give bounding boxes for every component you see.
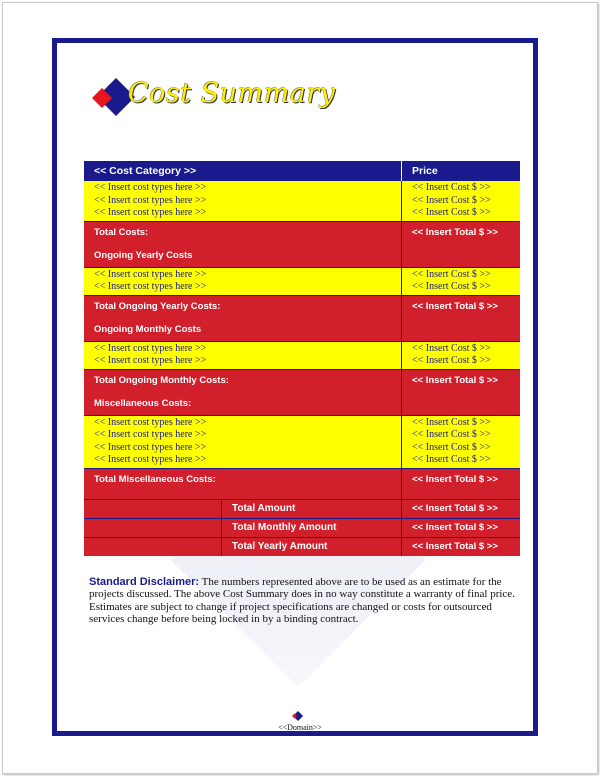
footer-domain: <<Domain>> [278,723,322,732]
cost-items-cell [84,181,402,222]
disclaimer-label: Standard Disclaimer: [89,576,200,588]
footer-diamond-icon [290,710,304,724]
cost-type-item: << Insert cost types here >> [94,194,207,206]
cost-prices-cell [402,341,521,369]
cost-type-item: << Insert cost types here >> [94,182,207,193]
section-total-value: << Insert Total $ >> [402,221,521,267]
cost-value-item: << Insert Cost $ >> [412,454,491,465]
summary-spacer [84,538,221,556]
section-total-label: Total Miscellaneous Costs: [94,473,216,485]
summary-row [84,518,520,537]
summary-inner [84,500,401,518]
summary-cell [84,518,402,537]
cost-type-item: << Insert cost types here >> [94,454,207,465]
section-total-cell [84,295,402,341]
section-total-cell [84,468,402,499]
table-header-row [84,161,520,181]
cost-type-item: << Insert cost types here >> [94,416,207,428]
cost-items-cell [84,415,402,468]
summary-row [84,537,520,556]
page-title: Cost Summary [128,78,336,109]
summary-label: Total Amount [221,500,401,518]
cost-value-item: << Insert Cost $ >> [412,342,491,354]
cost-type-item: << Insert cost types here >> [94,355,207,366]
section-total-cell [84,369,402,415]
summary-spacer [84,500,221,518]
summary-cell [84,499,402,518]
summary-row [84,499,520,518]
summary-value: << Insert Total $ >> [402,499,521,518]
section-total-value: << Insert Total $ >> [402,295,521,341]
section-total-label: Total Ongoing Yearly Costs: [94,300,221,312]
header-cost-category: << Cost Category >> [84,161,402,181]
section-total-row [84,221,520,267]
section-heading: Miscellaneous Costs: [94,397,192,409]
summary-spacer [84,519,221,537]
cost-type-item: << Insert cost types here >> [94,441,207,453]
section-total-label: Total Ongoing Monthly Costs: [94,374,229,386]
cost-items-row [84,181,520,222]
summary-value: << Insert Total $ >> [402,537,521,556]
section-heading: Ongoing Monthly Costs [94,323,202,335]
header-price: Price [402,161,521,181]
cost-items-row [84,341,520,369]
cost-prices-cell [402,181,521,222]
summary-value: << Insert Total $ >> [402,518,521,537]
cost-value-item: << Insert Cost $ >> [412,416,491,428]
disclaimer-text: The numbers represented above are to be used as an estimate for the projects discussed. The above Cost Summary does in no way constitute a warranty of final price. Estimates are subject to change if project specifications are changed or costs for outsourced services change before being locked in by a binding contract. [89,576,515,625]
section-total-label: Total Costs: [94,226,149,238]
summary-label: Total Yearly Amount [221,538,401,556]
cost-value-item: << Insert Cost $ >> [412,182,491,193]
disclaimer [89,576,519,625]
cost-value-item: << Insert Cost $ >> [412,441,491,453]
cost-prices-cell [402,415,521,468]
cost-items-cell [84,341,402,369]
section-total-value: << Insert Total $ >> [402,369,521,415]
cost-value-item: << Insert Cost $ >> [412,268,491,280]
section-total-cell [84,221,402,267]
cost-summary-table [84,161,520,556]
section-total-value: << Insert Total $ >> [402,468,521,499]
cost-prices-cell [402,267,521,295]
summary-cell [84,537,402,556]
section-total-row [84,468,520,499]
cost-value-item: << Insert Cost $ >> [412,194,491,206]
cost-value-item: << Insert Cost $ >> [412,207,491,218]
summary-label: Total Monthly Amount [221,519,401,537]
cost-items-cell [84,267,402,295]
cost-type-item: << Insert cost types here >> [94,207,207,218]
cost-type-item: << Insert cost types here >> [94,281,207,292]
section-total-row [84,369,520,415]
cost-items-row [84,267,520,295]
summary-inner [84,538,401,556]
section-total-row [84,295,520,341]
section-heading: Ongoing Yearly Costs [94,249,193,261]
summary-inner [84,519,401,537]
cost-value-item: << Insert Cost $ >> [412,281,491,292]
cost-value-item: << Insert Cost $ >> [412,355,491,366]
cost-type-item: << Insert cost types here >> [94,429,207,440]
cost-type-item: << Insert cost types here >> [94,268,207,280]
cost-value-item: << Insert Cost $ >> [412,429,491,440]
cost-type-item: << Insert cost types here >> [94,342,207,354]
cost-items-row [84,415,520,468]
